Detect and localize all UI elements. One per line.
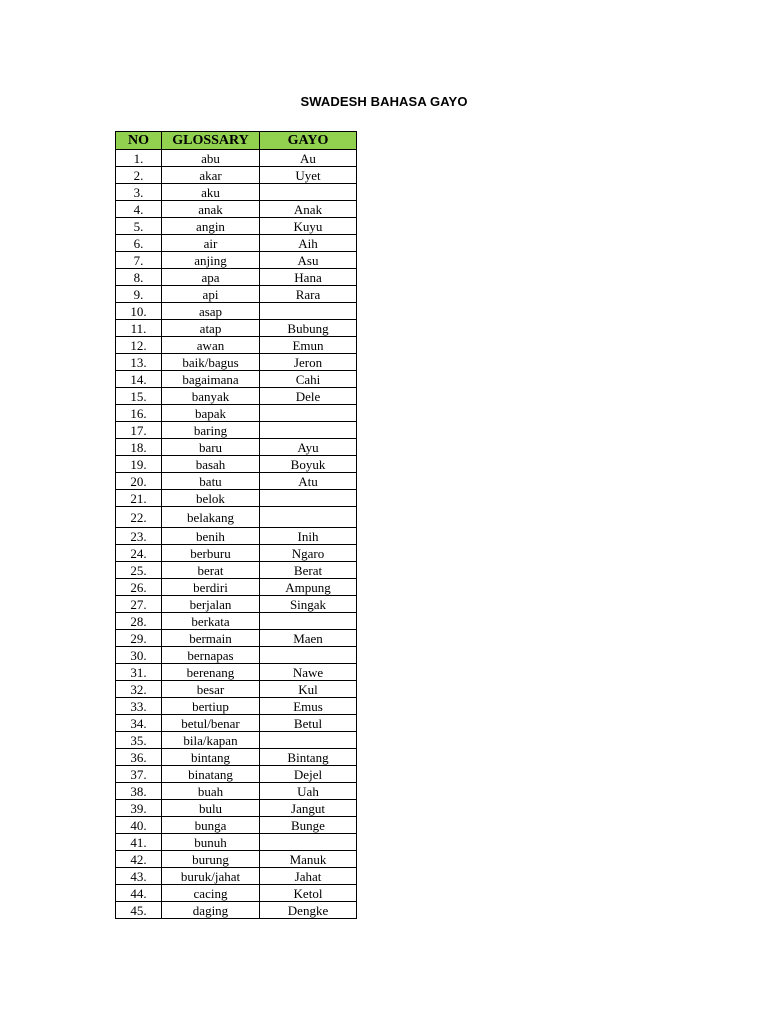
table-row (116, 422, 357, 439)
gayo-cell: Berat (260, 562, 357, 579)
row-number-cell: 15. (116, 388, 162, 405)
glossary-cell: bertiup (162, 698, 260, 715)
table-row (116, 545, 357, 562)
header-no: NO (116, 132, 162, 150)
glossary-cell: akar (162, 167, 260, 184)
glossary-cell: bernapas (162, 647, 260, 664)
row-number-cell: 2. (116, 167, 162, 184)
gayo-cell (260, 422, 357, 439)
gayo-cell: Manuk (260, 851, 357, 868)
gayo-cell: Bubung (260, 320, 357, 337)
page-title: SWADESH BAHASA GAYO (300, 94, 468, 109)
row-number-cell: 1. (116, 150, 162, 167)
glossary-cell: buah (162, 783, 260, 800)
row-number-cell: 29. (116, 630, 162, 647)
row-number-cell: 35. (116, 732, 162, 749)
table-row (116, 235, 357, 252)
row-number-cell: 30. (116, 647, 162, 664)
gayo-cell: Inih (260, 528, 357, 545)
table-row (116, 817, 357, 834)
gayo-cell: Hana (260, 269, 357, 286)
gayo-cell: Kuyu (260, 218, 357, 235)
row-number-cell: 13. (116, 354, 162, 371)
row-number-cell: 5. (116, 218, 162, 235)
table-row (116, 473, 357, 490)
gayo-cell: Jangut (260, 800, 357, 817)
glossary-cell: bunuh (162, 834, 260, 851)
table-row (116, 715, 357, 732)
row-number-cell: 3. (116, 184, 162, 201)
gayo-cell: Atu (260, 473, 357, 490)
glossary-cell: asap (162, 303, 260, 320)
glossary-cell: bulu (162, 800, 260, 817)
row-number-cell: 40. (116, 817, 162, 834)
table-row (116, 749, 357, 766)
row-number-cell: 27. (116, 596, 162, 613)
gayo-cell: Kul (260, 681, 357, 698)
gayo-cell: Dengke (260, 902, 357, 919)
row-number-cell: 18. (116, 439, 162, 456)
gayo-cell: Rara (260, 286, 357, 303)
glossary-cell: daging (162, 902, 260, 919)
table-row (116, 902, 357, 919)
glossary-cell: bagaimana (162, 371, 260, 388)
table-row (116, 269, 357, 286)
glossary-cell: benih (162, 528, 260, 545)
gayo-cell (260, 647, 357, 664)
table-row (116, 354, 357, 371)
gayo-cell (260, 490, 357, 507)
glossary-cell: burung (162, 851, 260, 868)
glossary-cell: abu (162, 150, 260, 167)
row-number-cell: 11. (116, 320, 162, 337)
gayo-cell: Emus (260, 698, 357, 715)
row-number-cell: 9. (116, 286, 162, 303)
row-number-cell: 12. (116, 337, 162, 354)
gayo-cell: Bunge (260, 817, 357, 834)
table-row (116, 596, 357, 613)
table-row (116, 868, 357, 885)
gayo-cell: Ayu (260, 439, 357, 456)
row-number-cell: 7. (116, 252, 162, 269)
table-row (116, 337, 357, 354)
gayo-cell (260, 507, 357, 528)
table-row (116, 456, 357, 473)
table-row (116, 664, 357, 681)
gayo-cell: Dele (260, 388, 357, 405)
table-row (116, 371, 357, 388)
gayo-cell: Cahi (260, 371, 357, 388)
row-number-cell: 32. (116, 681, 162, 698)
row-number-cell: 33. (116, 698, 162, 715)
row-number-cell: 4. (116, 201, 162, 218)
row-number-cell: 6. (116, 235, 162, 252)
gayo-cell: Singak (260, 596, 357, 613)
row-number-cell: 14. (116, 371, 162, 388)
table-row (116, 800, 357, 817)
gayo-cell: Bintang (260, 749, 357, 766)
glossary-cell: anak (162, 201, 260, 218)
table-row (116, 766, 357, 783)
glossary-cell: bila/kapan (162, 732, 260, 749)
row-number-cell: 34. (116, 715, 162, 732)
glossary-cell: banyak (162, 388, 260, 405)
table-row (116, 613, 357, 630)
gayo-cell: Maen (260, 630, 357, 647)
row-number-cell: 24. (116, 545, 162, 562)
table-row (116, 320, 357, 337)
gayo-cell (260, 303, 357, 320)
gayo-cell: Uah (260, 783, 357, 800)
header-glossary: GLOSSARY (162, 132, 260, 150)
row-number-cell: 22. (116, 507, 162, 528)
row-number-cell: 10. (116, 303, 162, 320)
header-gayo: GAYO (260, 132, 357, 150)
glossary-cell: api (162, 286, 260, 303)
table-row (116, 732, 357, 749)
table-row (116, 681, 357, 698)
glossary-cell: basah (162, 456, 260, 473)
table-row (116, 528, 357, 545)
table-row (116, 286, 357, 303)
row-number-cell: 23. (116, 528, 162, 545)
glossary-cell: berenang (162, 664, 260, 681)
glossary-cell: bermain (162, 630, 260, 647)
glossary-cell: berkata (162, 613, 260, 630)
glossary-cell: bunga (162, 817, 260, 834)
glossary-cell: batu (162, 473, 260, 490)
table-row (116, 184, 357, 201)
glossary-cell: binatang (162, 766, 260, 783)
table-row (116, 579, 357, 596)
table-row (116, 490, 357, 507)
glossary-cell: bapak (162, 405, 260, 422)
table-row (116, 507, 357, 528)
row-number-cell: 42. (116, 851, 162, 868)
gayo-cell: Au (260, 150, 357, 167)
table-row (116, 885, 357, 902)
glossary-cell: berjalan (162, 596, 260, 613)
glossary-cell: aku (162, 184, 260, 201)
glossary-cell: atap (162, 320, 260, 337)
gayo-cell: Anak (260, 201, 357, 218)
table-row (116, 303, 357, 320)
table-header-row (116, 132, 357, 150)
table-row (116, 834, 357, 851)
glossary-cell: belok (162, 490, 260, 507)
glossary-cell: bintang (162, 749, 260, 766)
glossary-cell: berburu (162, 545, 260, 562)
glossary-cell: buruk/jahat (162, 868, 260, 885)
row-number-cell: 37. (116, 766, 162, 783)
table-row (116, 851, 357, 868)
glossary-cell: angin (162, 218, 260, 235)
row-number-cell: 8. (116, 269, 162, 286)
row-number-cell: 19. (116, 456, 162, 473)
table-row (116, 252, 357, 269)
gayo-cell: Jeron (260, 354, 357, 371)
row-number-cell: 44. (116, 885, 162, 902)
table-row (116, 698, 357, 715)
table-row (116, 405, 357, 422)
table-row (116, 647, 357, 664)
table-row (116, 439, 357, 456)
table-row (116, 218, 357, 235)
row-number-cell: 38. (116, 783, 162, 800)
glossary-cell: anjing (162, 252, 260, 269)
glossary-cell: belakang (162, 507, 260, 528)
glossary-cell: berdiri (162, 579, 260, 596)
row-number-cell: 26. (116, 579, 162, 596)
glossary-cell: berat (162, 562, 260, 579)
row-number-cell: 21. (116, 490, 162, 507)
gayo-cell: Betul (260, 715, 357, 732)
glossary-cell: apa (162, 269, 260, 286)
glossary-cell: betul/benar (162, 715, 260, 732)
glossary-cell: besar (162, 681, 260, 698)
gayo-cell: Uyet (260, 167, 357, 184)
gayo-cell (260, 613, 357, 630)
glossary-cell: cacing (162, 885, 260, 902)
glossary-cell: awan (162, 337, 260, 354)
row-number-cell: 17. (116, 422, 162, 439)
gayo-cell (260, 732, 357, 749)
table-row (116, 388, 357, 405)
row-number-cell: 28. (116, 613, 162, 630)
table-row (116, 630, 357, 647)
gayo-cell: Ampung (260, 579, 357, 596)
gayo-cell: Nawe (260, 664, 357, 681)
gayo-cell: Aih (260, 235, 357, 252)
row-number-cell: 16. (116, 405, 162, 422)
table-body (116, 150, 357, 919)
row-number-cell: 25. (116, 562, 162, 579)
row-number-cell: 43. (116, 868, 162, 885)
glossary-cell: baring (162, 422, 260, 439)
gayo-cell: Ketol (260, 885, 357, 902)
gayo-cell (260, 405, 357, 422)
table-row (116, 562, 357, 579)
gayo-cell: Jahat (260, 868, 357, 885)
swadesh-table (115, 131, 357, 919)
gayo-cell: Dejel (260, 766, 357, 783)
gayo-cell (260, 184, 357, 201)
gayo-cell: Asu (260, 252, 357, 269)
glossary-cell: baru (162, 439, 260, 456)
gayo-cell: Emun (260, 337, 357, 354)
table-row (116, 167, 357, 184)
table-row (116, 150, 357, 167)
row-number-cell: 31. (116, 664, 162, 681)
glossary-cell: air (162, 235, 260, 252)
gayo-cell: Boyuk (260, 456, 357, 473)
gayo-cell (260, 834, 357, 851)
gayo-cell: Ngaro (260, 545, 357, 562)
table-row (116, 783, 357, 800)
row-number-cell: 41. (116, 834, 162, 851)
table-row (116, 201, 357, 218)
glossary-cell: baik/bagus (162, 354, 260, 371)
row-number-cell: 20. (116, 473, 162, 490)
row-number-cell: 45. (116, 902, 162, 919)
row-number-cell: 36. (116, 749, 162, 766)
row-number-cell: 39. (116, 800, 162, 817)
